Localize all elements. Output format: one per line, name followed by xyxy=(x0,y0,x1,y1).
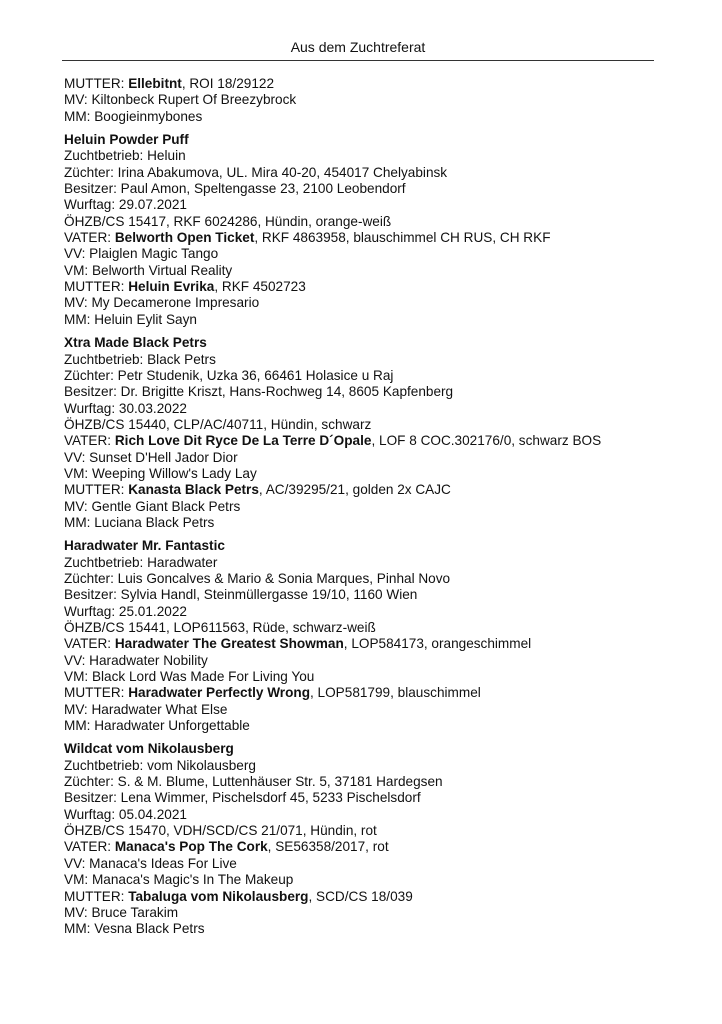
vater-label: VATER: xyxy=(64,636,115,652)
registration-line: ÖHZB/CS 15417, RKF 6024286, Hündin, orange-weiß xyxy=(64,213,392,229)
vater-line xyxy=(64,433,664,449)
vv-line: VV: Sunset D'Hell Jador Dior xyxy=(64,449,238,465)
mutter-name: Haradwater Perfectly Wrong xyxy=(128,685,310,701)
dog-entry xyxy=(64,538,664,734)
vater-name: Manaca's Pop The Cork xyxy=(114,839,268,855)
vater-name: Rich Love Dit Ryce De La Terre D´Opale xyxy=(114,433,372,449)
mv-line: MV: Kiltonbeck Rupert Of Breezybrock xyxy=(64,92,297,108)
vv-line: VV: Haradwater Nobility xyxy=(64,652,208,668)
mutter-name: Kanasta Black Petrs xyxy=(128,482,259,498)
wurftag-line: Wurftag: 25.01.2022 xyxy=(64,603,187,619)
vm-line: VM: Black Lord Was Made For Living You xyxy=(64,669,315,685)
mutter-name: Tabaluga vom Nikolausberg xyxy=(128,888,309,904)
mutter-details: , RKF 4502723 xyxy=(214,279,306,295)
wurftag-line: Wurftag: 30.03.2022 xyxy=(64,400,187,416)
zuechter-line: Züchter: Petr Studenik, Uzka 36, 66461 Holasice u Raj xyxy=(64,367,394,383)
mv-line: MV: My Decamerone Impresario xyxy=(64,295,260,311)
besitzer-line: Besitzer: Sylvia Handl, Steinmüllergasse 19/10, 1160 Wien xyxy=(64,587,418,603)
mutter-label: MUTTER: xyxy=(64,279,129,295)
mutter-line xyxy=(64,279,664,295)
document-body xyxy=(64,76,664,938)
header-rule xyxy=(62,60,654,61)
dog-name: Haradwater Mr. Fantastic xyxy=(64,538,225,554)
mv-line: MV: Bruce Tarakim xyxy=(64,904,179,920)
dog-name: Wildcat vom Nikolausberg xyxy=(64,741,234,757)
registration-line: ÖHZB/CS 15441, LOP611563, Rüde, schwarz-weiß xyxy=(64,620,376,635)
besitzer-line: Besitzer: Lena Wimmer, Pischelsdorf 45, 5233 Pischelsdorf xyxy=(64,790,421,806)
vm-line: VM: Manaca's Magic's In The Makeup xyxy=(64,872,294,888)
zuchtbetrieb-line: Zuchtbetrieb: Heluin xyxy=(64,148,186,164)
zuechter-line: Züchter: Irina Abakumova, UL. Mira 40-20, 454017 Chelyabinsk xyxy=(64,164,448,180)
mutter-label: MUTTER: xyxy=(64,76,129,91)
mv-line: MV: Gentle Giant Black Petrs xyxy=(64,498,241,514)
vater-line xyxy=(64,230,664,246)
vater-details: , RKF 4863958, blauschimmel CH RUS, CH RKF xyxy=(254,230,551,246)
dog-name: Xtra Made Black Petrs xyxy=(64,335,207,351)
dog-name: Heluin Powder Puff xyxy=(64,132,189,148)
dog-entry xyxy=(64,741,664,937)
dog-entries xyxy=(64,132,664,938)
mutter-label: MUTTER: xyxy=(64,888,129,904)
page-header: Aus dem Zuchtreferat xyxy=(290,39,426,55)
mutter-details: , ROI 18/29122 xyxy=(181,76,275,91)
wurftag-line: Wurftag: 05.04.2021 xyxy=(64,806,187,822)
mutter-details: , LOP581799, blauschimmel xyxy=(310,685,481,701)
carryover-pedigree xyxy=(64,76,664,125)
besitzer-line: Besitzer: Dr. Brigitte Kriszt, Hans-Rochweg 14, 8605 Kapfenberg xyxy=(64,384,454,400)
vater-name: Haradwater The Greatest Showman xyxy=(114,636,344,652)
dog-entry xyxy=(64,132,664,328)
mutter-line xyxy=(64,482,664,498)
dog-entry xyxy=(64,335,664,531)
mutter-name: Heluin Evrika xyxy=(128,279,215,295)
mutter-line xyxy=(64,76,664,92)
registration-line: ÖHZB/CS 15440, CLP/AC/40711, Hündin, schwarz xyxy=(64,416,372,432)
mm-line: MM: Luciana Black Petrs xyxy=(64,514,215,530)
vv-line: VV: Plaiglen Magic Tango xyxy=(64,246,219,262)
mm-line: MM: Boogieinmybones xyxy=(64,108,203,124)
besitzer-line: Besitzer: Paul Amon, Speltengasse 23, 2100 Leobendorf xyxy=(64,181,406,197)
mutter-label: MUTTER: xyxy=(64,482,129,498)
mm-line: MM: Vesna Black Petrs xyxy=(64,921,205,937)
registration-line: ÖHZB/CS 15470, VDH/SCD/CS 21/071, Hündin, rot xyxy=(64,823,377,839)
vater-label: VATER: xyxy=(64,230,115,246)
vater-details: , SE56358/2017, rot xyxy=(267,839,389,855)
mv-line: MV: Haradwater What Else xyxy=(64,701,228,717)
vm-line: VM: Weeping Willow's Lady Lay xyxy=(64,465,257,481)
mutter-name: Ellebitnt xyxy=(128,76,182,91)
vater-details: , LOF 8 COC.302176/0, schwarz BOS xyxy=(371,433,602,449)
vater-label: VATER: xyxy=(64,433,115,449)
vater-line xyxy=(64,636,664,652)
mutter-details: , SCD/CS 18/039 xyxy=(308,888,413,904)
vater-label: VATER: xyxy=(64,839,115,855)
zuechter-line: Züchter: S. & M. Blume, Luttenhäuser Str. 5, 37181 Hardegsen xyxy=(64,774,443,790)
mutter-line xyxy=(64,685,664,701)
mutter-label: MUTTER: xyxy=(64,685,129,701)
mutter-details: , AC/39295/21, golden 2x CAJC xyxy=(258,482,451,498)
mm-line: MM: Haradwater Unforgettable xyxy=(64,718,250,734)
vater-name: Belworth Open Ticket xyxy=(114,230,255,246)
mm-line: MM: Heluin Eylit Sayn xyxy=(64,311,197,327)
zuechter-line: Züchter: Luis Goncalves & Mario & Sonia Marques, Pinhal Novo xyxy=(64,570,451,586)
vater-details: , LOP584173, orangeschimmel xyxy=(343,636,532,652)
zuchtbetrieb-line: Zuchtbetrieb: Black Petrs xyxy=(64,351,216,367)
zuchtbetrieb-line: Zuchtbetrieb: vom Nikolausberg xyxy=(64,757,256,773)
vm-line: VM: Belworth Virtual Reality xyxy=(64,262,233,278)
mutter-line xyxy=(64,889,664,905)
vv-line: VV: Manaca's Ideas For Live xyxy=(64,855,237,871)
vater-line xyxy=(64,839,664,855)
zuchtbetrieb-line: Zuchtbetrieb: Haradwater xyxy=(64,554,218,570)
wurftag-line: Wurftag: 29.07.2021 xyxy=(64,197,187,213)
